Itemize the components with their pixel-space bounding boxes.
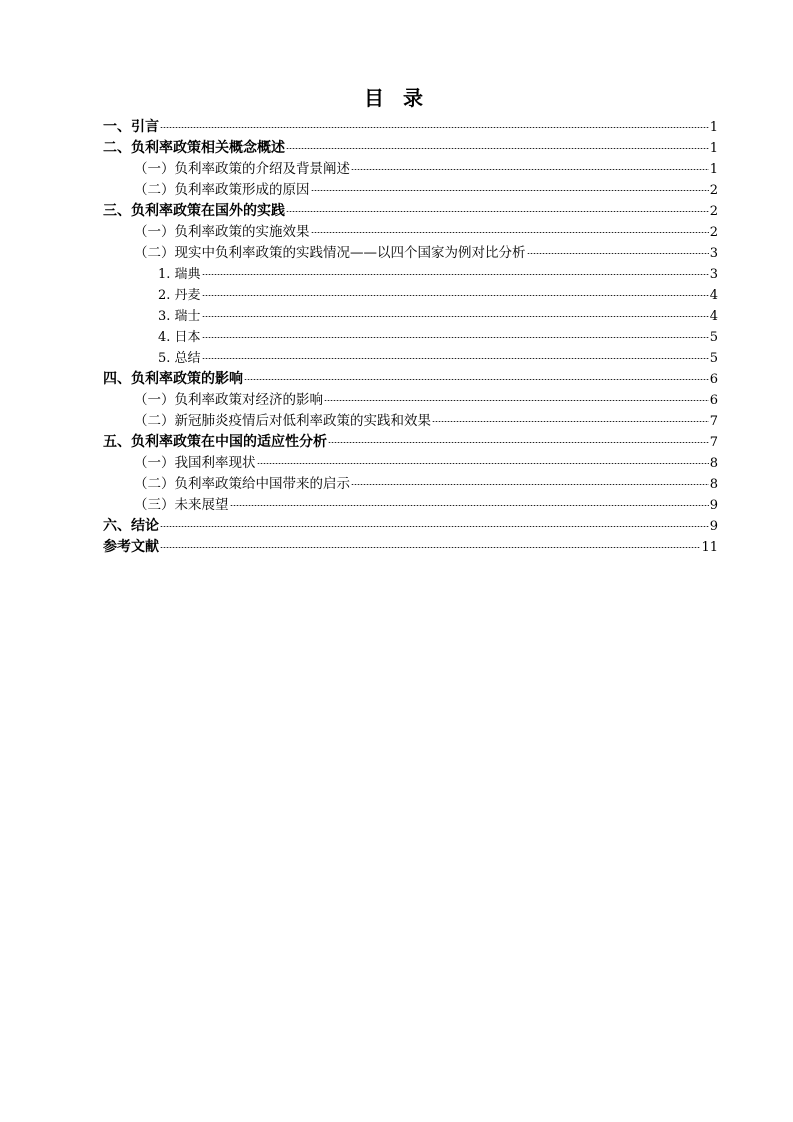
toc-entry-page: 3 xyxy=(709,267,718,282)
toc-entry-page: 9 xyxy=(709,498,718,513)
dot-leader xyxy=(328,442,709,443)
dot-leader xyxy=(351,484,709,485)
toc-entry-label: 六、结论 xyxy=(103,518,159,534)
toc-entry[interactable] xyxy=(103,285,718,306)
toc-entry-label: （二）现实中负利率政策的实践情况——以四个国家为例对比分析 xyxy=(134,245,526,261)
toc-title: 目 录 xyxy=(364,86,429,110)
toc-entry[interactable] xyxy=(103,264,718,285)
dot-leader xyxy=(311,232,709,233)
toc-entry-label: 参考文献 xyxy=(103,539,159,555)
dot-leader xyxy=(202,316,709,317)
dot-leader xyxy=(432,421,709,422)
toc-entry-label: 四、负利率政策的影响 xyxy=(103,371,243,387)
toc-entry-label: 5. 总结 xyxy=(158,351,201,366)
dot-leader xyxy=(286,211,709,212)
toc-entry-page: 6 xyxy=(709,393,718,408)
toc-entry-page: 9 xyxy=(709,519,718,534)
toc-entry-label: 2. 丹麦 xyxy=(158,288,201,303)
dot-leader xyxy=(230,505,709,506)
toc-entry-label: 二、负利率政策相关概念概述 xyxy=(103,140,285,156)
dot-leader xyxy=(202,274,709,275)
dot-leader xyxy=(244,379,709,380)
toc-entry-label: （一）负利率政策的介绍及背景阐述 xyxy=(134,161,350,177)
dot-leader xyxy=(160,526,709,527)
toc-entry[interactable] xyxy=(103,411,718,432)
toc-entry-page: 1 xyxy=(709,162,718,177)
toc-entry-page: 6 xyxy=(709,372,718,387)
toc-entry-label: （二）负利率政策形成的原因 xyxy=(134,182,310,198)
toc-entry-page: 5 xyxy=(709,330,718,345)
dot-leader xyxy=(202,337,709,338)
toc-entry[interactable] xyxy=(103,432,718,453)
toc-entry[interactable] xyxy=(103,306,718,327)
toc-entry-page: 8 xyxy=(709,456,718,471)
dot-leader xyxy=(311,190,709,191)
toc-entry-page: 4 xyxy=(709,309,718,324)
toc-entry-label: 4. 日本 xyxy=(158,330,201,345)
toc-entry[interactable] xyxy=(103,369,718,390)
toc-entry[interactable] xyxy=(103,474,718,495)
toc-entry-label: 五、负利率政策在中国的适应性分析 xyxy=(103,434,327,450)
toc-entry[interactable] xyxy=(103,537,718,558)
dot-leader xyxy=(286,148,709,149)
toc-entry-label: 1. 瑞典 xyxy=(158,267,201,282)
toc-entry[interactable] xyxy=(103,159,718,180)
toc-entry-page: 1 xyxy=(709,120,718,135)
toc-entry-page: 7 xyxy=(709,435,718,450)
toc-entry-label: （一）负利率政策的实施效果 xyxy=(134,224,310,240)
toc-entry-page: 5 xyxy=(709,351,718,366)
toc-entry-label: （二）新冠肺炎疫情后对低利率政策的实践和效果 xyxy=(134,413,431,429)
toc-entry-page: 8 xyxy=(709,477,718,492)
toc-entry-page: 1 xyxy=(709,141,718,156)
dot-leader xyxy=(160,127,709,128)
toc-entry-page: 7 xyxy=(709,414,718,429)
toc-entry[interactable] xyxy=(103,390,718,411)
dot-leader xyxy=(202,295,709,296)
toc-entry-label: （三）未来展望 xyxy=(134,497,229,513)
toc-entry-label: （一）负利率政策对经济的影响 xyxy=(134,392,323,408)
toc-entry-label: 三、负利率政策在国外的实践 xyxy=(103,203,285,219)
toc-entry[interactable] xyxy=(103,327,718,348)
dot-leader xyxy=(527,253,709,254)
toc-entry[interactable] xyxy=(103,138,718,159)
toc-entry-page: 2 xyxy=(709,204,718,219)
toc-entry[interactable] xyxy=(103,348,718,369)
toc-entry[interactable] xyxy=(103,180,718,201)
toc-entry[interactable] xyxy=(103,201,718,222)
toc-entry-label: （一）我国利率现状 xyxy=(134,455,256,471)
toc-entry[interactable] xyxy=(103,222,718,243)
toc-entry-page: 2 xyxy=(709,183,718,198)
toc-entry-label: 3. 瑞士 xyxy=(158,309,201,324)
toc-entry-page: 11 xyxy=(701,540,718,555)
dot-leader xyxy=(160,547,700,548)
toc-entry-label: （二）负利率政策给中国带来的启示 xyxy=(134,476,350,492)
toc-entry-page: 2 xyxy=(709,225,718,240)
toc-entry-page: 3 xyxy=(709,246,718,261)
toc-list xyxy=(103,117,718,558)
dot-leader xyxy=(351,169,709,170)
dot-leader xyxy=(257,463,709,464)
toc-entry[interactable] xyxy=(103,243,718,264)
toc-entry-label: 一、引言 xyxy=(103,119,159,135)
toc-entry[interactable] xyxy=(103,495,718,516)
toc-entry[interactable] xyxy=(103,453,718,474)
toc-entry[interactable] xyxy=(103,516,718,537)
toc-entry[interactable] xyxy=(103,117,718,138)
dot-leader xyxy=(202,358,709,359)
toc-entry-page: 4 xyxy=(709,288,718,303)
dot-leader xyxy=(324,400,709,401)
